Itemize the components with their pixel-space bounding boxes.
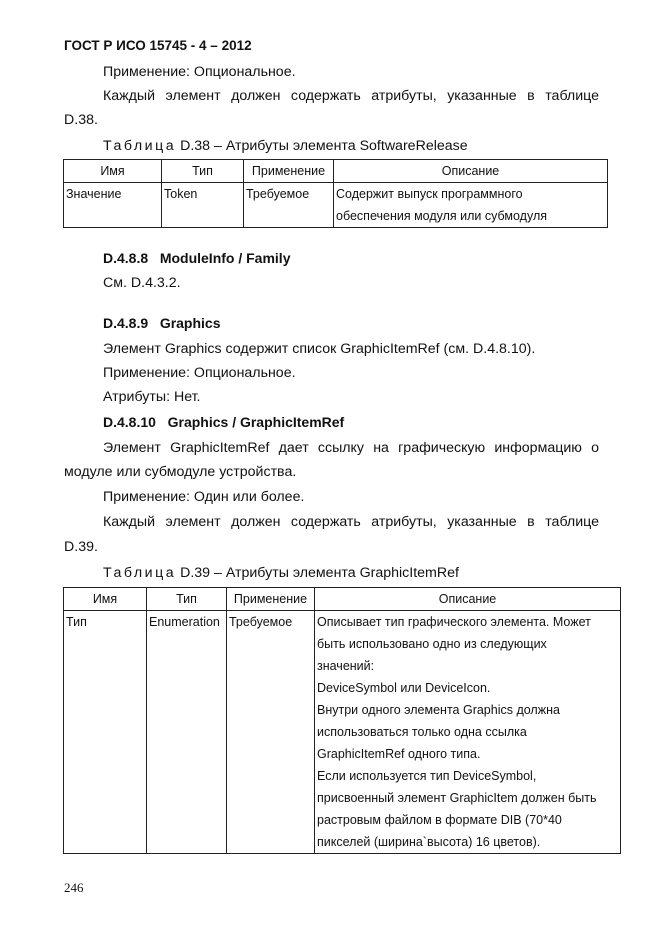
section-heading-d4810: D.4.8.10 Graphics / GraphicItemRef	[103, 414, 345, 430]
section-heading-d489: D.4.8.9 Graphics	[103, 315, 221, 331]
attributes-text-line1: Каждый элемент должен содержать атрибуты, указанные в таблице	[103, 514, 599, 530]
graphics-application: Применение: Опциональное.	[103, 365, 296, 381]
application-text: Применение: Опциональное.	[103, 64, 296, 80]
column-header: Применение	[244, 160, 334, 183]
graphics-attributes: Атрибуты: Нет.	[103, 389, 201, 405]
column-header: Имя	[64, 160, 162, 183]
attributes-text-line1: Каждый элемент должен содержать атрибуты, указанные в таблице	[103, 88, 599, 104]
attributes-text-line2: D.38.	[64, 112, 98, 128]
graphicitemref-application: Применение: Один или более.	[103, 489, 305, 505]
document-header: ГОСТ Р ИСО 15745 - 4 – 2012	[64, 38, 252, 53]
cell-type: Token	[162, 183, 244, 228]
table-header-row	[64, 160, 608, 183]
cell-type: Enumeration	[147, 611, 227, 854]
table-caption-d38: Таблица D.38 – Атрибуты элемента SoftwareRelease	[103, 138, 468, 154]
cell-description: Содержит выпуск программного обеспечения модуля или субмодуля	[334, 183, 608, 228]
graphics-description: Элемент Graphics содержит список GraphicItemRef (см. D.4.8.10).	[103, 341, 536, 357]
attributes-text-line2: D.39.	[64, 539, 98, 555]
column-header: Описание	[315, 588, 621, 611]
table-row	[64, 611, 621, 854]
cell-usage: Требуемое	[244, 183, 334, 228]
column-header: Тип	[147, 588, 227, 611]
column-header: Имя	[64, 588, 147, 611]
table-caption-d39: Таблица D.39 – Атрибуты элемента GraphicItemRef	[103, 565, 459, 581]
cell-usage: Требуемое	[227, 611, 315, 854]
cell-description: Описывает тип графического элемента. Может быть использовано одно из следующих значений: DeviceSymbol или DeviceIcon. Внутри одного элемента Graphics должна использоваться только одна ссылка GraphicItemRef одного типа. Если используется тип DeviceSymbol, присвоенный элемент GraphicItem должен быть растровым файлом в формате DIB (70*40 пикселей (ширина`высота) 16 цветов).	[315, 611, 621, 854]
table-row	[64, 183, 608, 228]
column-header: Тип	[162, 160, 244, 183]
graphicitemref-description-line1: Элемент GraphicItemRef дает ссылку на графическую информацию о	[103, 440, 599, 456]
column-header: Применение	[227, 588, 315, 611]
reference-text: См. D.4.3.2.	[103, 275, 181, 291]
column-header: Описание	[334, 160, 608, 183]
table-d38	[63, 159, 608, 228]
page-number: 246	[64, 880, 84, 895]
cell-name: Тип	[64, 611, 147, 854]
section-heading-d488: D.4.8.8 ModuleInfo / Family	[103, 250, 291, 266]
table-header-row	[64, 588, 621, 611]
cell-name: Значение	[64, 183, 162, 228]
table-d39	[63, 587, 621, 854]
graphicitemref-description-line2: модуле или субмодуле устройства.	[64, 464, 297, 480]
